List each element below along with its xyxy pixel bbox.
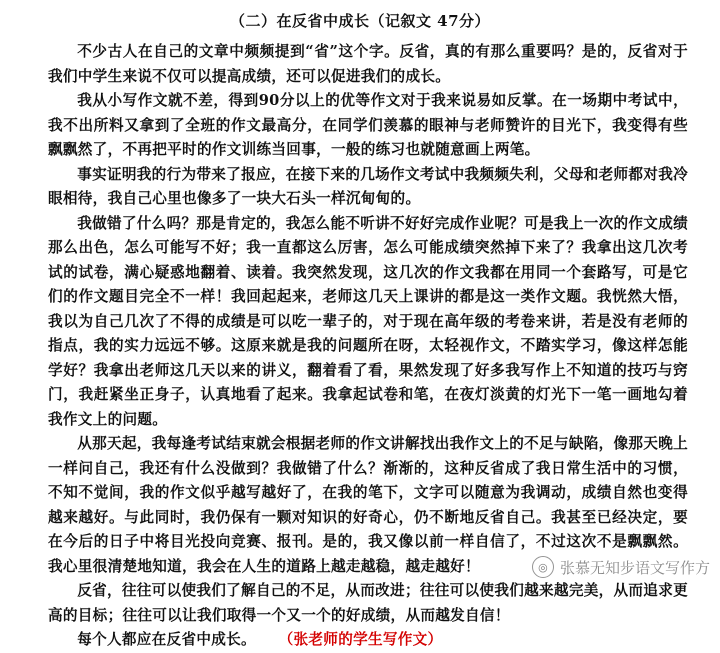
paragraph-6: 反省，往往可以使我们了解自己的不足，从而改进；往往可以使我们越来越完美，从而追求更高的目标；往往可以让我们取得一个又一个的好成绩，从而越发自信！ [48, 582, 688, 624]
closing-text: 每个人都应在反省中成长。 [77, 631, 256, 648]
paragraph-2: 我从小写作文就不差，得到90分以上的优等作文对于我来说易如反掌。在一场期中考试中，我不出所料又拿到了全班的作文最高分，在同学们羡慕的眼神与老师赞许的目光下，我变得有些飘飘然了，不再把平时的作文训练当回事，一般的练习也就随意画上两笔。 [48, 92, 688, 158]
watermark-text: 张慕无知步语文写作方 [559, 558, 710, 577]
watermark [532, 556, 710, 578]
paragraph-5: 从那天起，我每逢考试结束就会根据老师的作文讲解找出我作文上的不足与缺陷，像那天晚上一样问自己，我还有什么没做到？我做错了什么？渐渐的，这种反省成了我日常生活中的习惯，不知不觉间，我的作文似乎越写越好了，在我的笔下，文字可以随意为我调动，成绩自然也变得越来越好。与此同时，我仍保有一颗对知识的好奇心，仍不断地反省自己。我甚至已经决定，要在今后的日子中将目光投向竞赛、报刊。是的，我又像以前一样自信了，不过这次不是飘飘然。我心里很清楚地知道，我会在人生的道路上越走越稳，越走越好！ [48, 435, 688, 575]
closing-line [48, 628, 688, 653]
wechat-icon: ◎ [532, 556, 554, 578]
essay-title: （二）在反省中成长（记叙文 47分） [229, 12, 491, 30]
paragraph-1: 不少古人在自己的文章中频频提到“省”这个字。反省，真的有那么重要吗？是的，反省对于我们中学生来说不仅可以提高成绩，还可以促进我们的成长。 [48, 43, 688, 85]
author-credit: （张老师的学生写作文） [285, 631, 443, 648]
paragraph-4: 我做错了什么吗？那是肯定的，我怎么能不听讲不好好完成作业呢？可是我上一次的作文成绩那么出色，怎么可能写不好；我一直都这么厉害，怎么可能成绩突然掉下来了？我拿出这几次考试的试卷，满心疑惑地翻着、读着。我突然发现，这几次的作文我都在用同一个套路写，可是它们的作文题目完全不一样！我回起起来，老师这几天上课讲的都是这一类作文题。我恍然大悟，我以为自己几次了不得的成绩是可以吃一辈子的，对于现在高年级的考卷来讲，若是没有老师的指点，我的实力远远不够。这原来就是我的问题所在呀，太轻视作文，不踏实学习，像这样怎能学好？我拿出老师这几天以来的讲义，翻着看了看，果然发现了好多我写作上不知道的技巧与窍门，我赶紧坐正身子，认真地看了起来。我拿起试卷和笔，在夜灯淡黄的灯光下一笔一画地勾着我作文上的问题。 [48, 214, 688, 428]
paragraph-3: 事实证明我的行为带来了报应，在接下来的几场作文考试中我频频失利，父母和老师都对我冷眼相待，我自己心里也像多了一块大石头一样沉甸甸的。 [48, 165, 688, 207]
